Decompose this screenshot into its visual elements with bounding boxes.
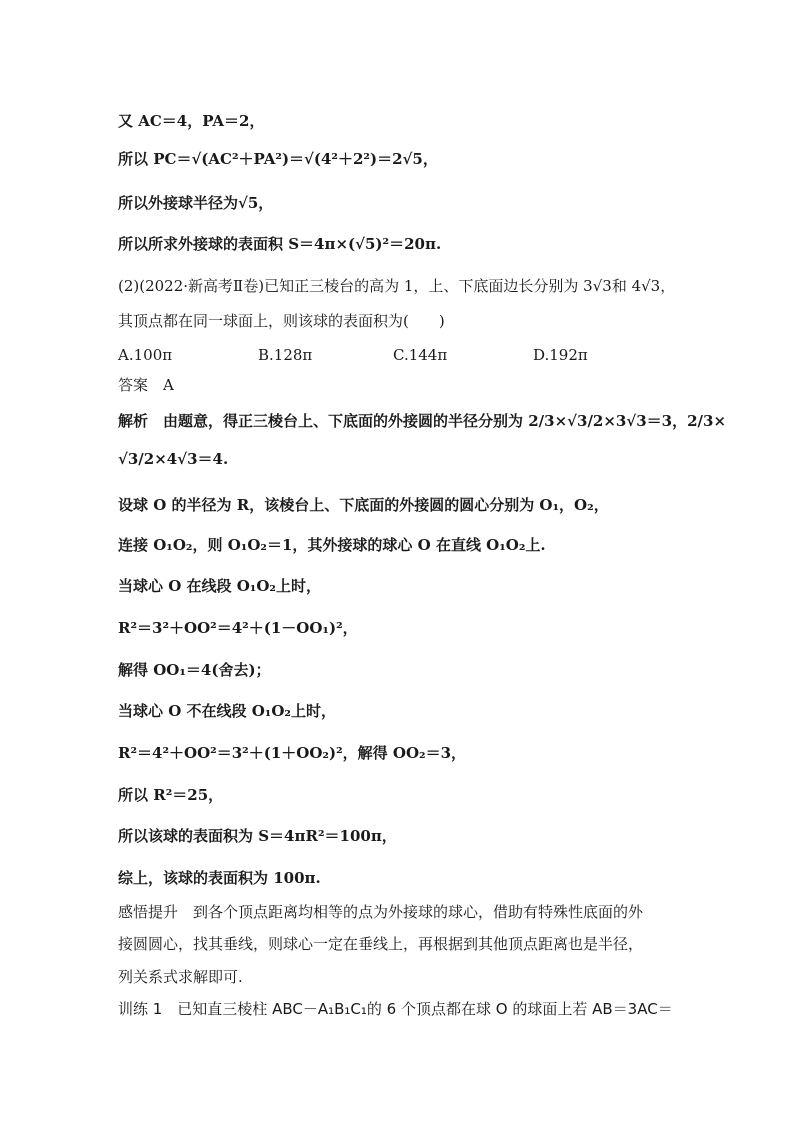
analysis-line-6: R²＝3²＋OO²＝4²＋(1－OO₁)²， — [118, 619, 358, 637]
text-line-1: 又 AC＝4，PA＝2， — [118, 112, 265, 130]
analysis-line-3: 设球 O 的半径为 R，该棱台上、下底面的外接圆的圆心分别为 O₁，O₂， — [118, 496, 609, 514]
text-line-3: 所以外接球半径为√5， — [118, 194, 274, 212]
option-d: D.192π — [533, 346, 588, 364]
analysis-line-12: 综上，该球的表面积为 100π. — [118, 869, 321, 887]
text-line-4: 所以所求外接球的表面积 S＝4π×(√5)²＝20π. — [118, 235, 442, 253]
insight-line-1: 感悟提升 到各个顶点距离均相等的点为外接球的球心，借助有特殊性底面的外 — [118, 903, 644, 921]
option-b: B.128π — [258, 346, 313, 364]
analysis-line-10: 所以 R²＝25， — [118, 786, 224, 804]
analysis-line-1: 解析 由题意，得正三棱台上、下底面的外接圆的半径分别为 2/3×√3/2×3√3＝3，2/3× — [118, 412, 727, 430]
text-line-2: 所以 PC＝√(AC²＋PA²)＝√(4²＋2²)＝2√5， — [118, 150, 438, 168]
analysis-line-5: 当球心 O 在线段 O₁O₂上时， — [118, 577, 322, 595]
analysis-line-4: 连接 O₁O₂，则 O₁O₂＝1，其外接球的球心 O 在直线 O₁O₂上. — [118, 536, 546, 554]
answer-options — [118, 344, 588, 366]
insight-line-2: 接圆圆心，找其垂线，则球心一定在垂线上，再根据到其他顶点距离也是半径， — [118, 935, 644, 953]
analysis-line-9: R²＝4²＋OO²＝3²＋(1＋OO₂)²，解得 OO₂＝3， — [118, 744, 467, 762]
exercise-line-1: 训练 1 已知直三棱柱 ABC－A₁B₁C₁的 6 个顶点都在球 O 的球面上若 AB＝3AC＝ — [118, 1000, 673, 1018]
question-stem-line-1: (2)(2022·新高考Ⅱ卷)已知正三棱台的高为 1，上、下底面边长分别为 3√3和 4√3， — [118, 277, 676, 295]
analysis-line-2: √3/2×4√3＝4. — [118, 450, 229, 468]
option-a: A.100π — [118, 346, 173, 364]
question-stem-line-2: 其顶点都在同一球面上，则该球的表面积为( ) — [118, 312, 445, 330]
analysis-line-8: 当球心 O 不在线段 O₁O₂上时， — [118, 702, 337, 720]
option-c: C.144π — [393, 346, 448, 364]
analysis-line-11: 所以该球的表面积为 S＝4πR²＝100π， — [118, 827, 397, 845]
answer-line: 答案 A — [118, 376, 174, 394]
insight-line-3: 列关系式求解即可. — [118, 968, 243, 986]
analysis-line-7: 解得 OO₁＝4(舍去)； — [118, 661, 271, 679]
